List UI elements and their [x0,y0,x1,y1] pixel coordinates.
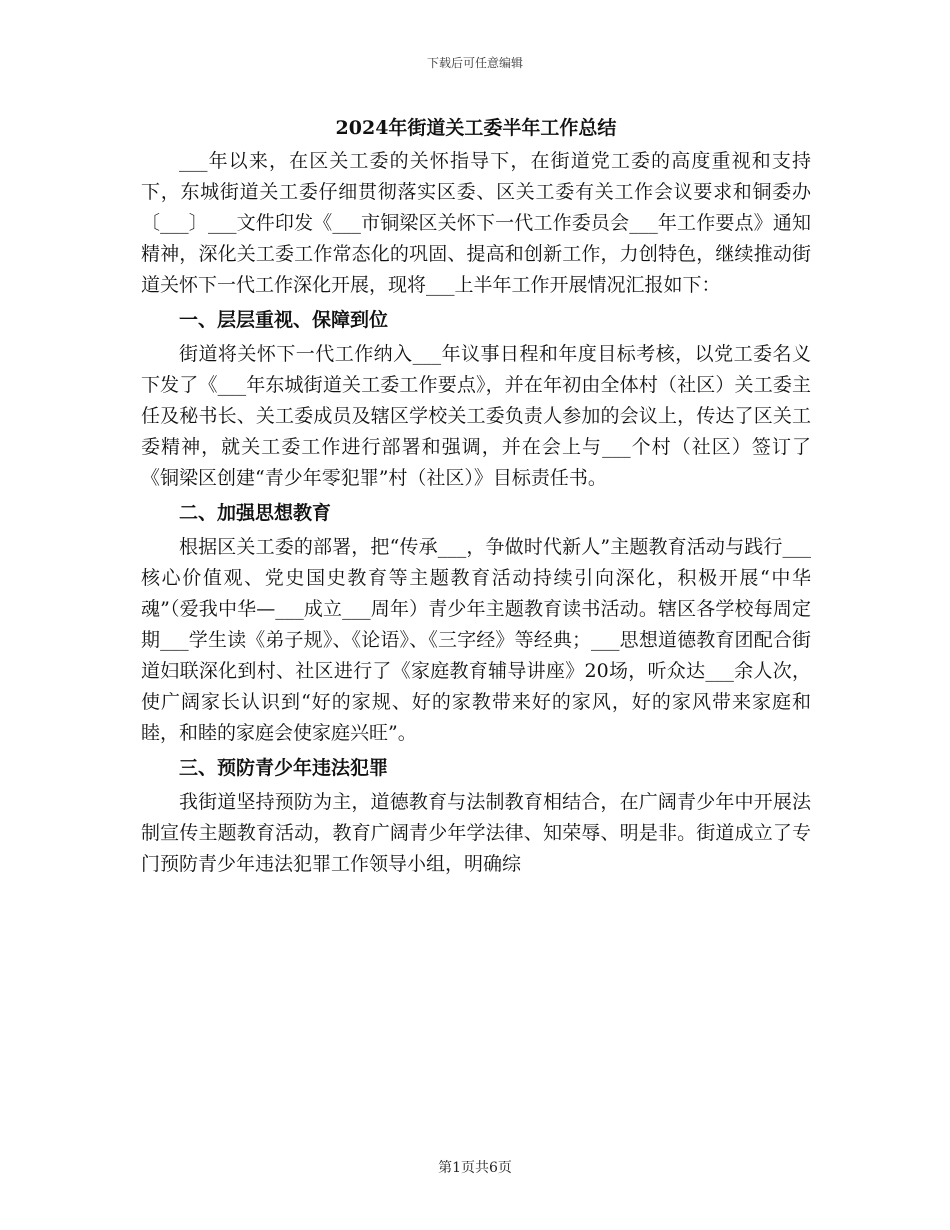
section-body-2: 根据区关工委的部署，把“传承___，争做时代新人”主题教育活动与践行___核心价值观、党史国史教育等主题教育活动持续引向深化，积极开展“中华魂”（爱我中华—___成立___周年）青少年主题教育读书活动。辖区各学校每周定期___学生读《弟子规》、《论语》、《三字经》等经典；___思想道德教育团配合街道妇联深化到村、社区进行了《家庭教育辅导讲座》20场，听众达___余人次，使广阔家长认识到“好的家规、好的家教带来好的家风，好的家风带来家庭和睦，和睦的家庭会使家庭兴旺”。 [141,536,811,744]
section-heading-2: 二、加强思想教育 [179,502,332,524]
section-heading-1: 一、层层重视、保障到位 [179,309,389,331]
intro-paragraph: ___年以来，在区关工委的关怀指导下，在街道党工委的高度重视和支持下，东城街道关工委仔细贯彻落实区委、区关工委有关工作会议要求和铜委办〔___〕___文件印发《___市铜梁区关怀下一代工作委员会___年工作要点》通知精神，深化关工委工作常态化的巩固、提高和创新工作，力创特色，继续推动街道关怀下一代工作深化开展，现将___上半年工作开展情况汇报如下： [141,150,811,296]
document-body [141,112,811,880]
page-number: 第1页共6页 [438,1160,512,1176]
section-body-1: 街道将关怀下一代工作纳入___年议事日程和年度目标考核，以党工委名义下发了《___年东城街道关工委工作要点》，并在年初由全体村（社区）关工委主任及秘书长、关工委成员及辖区学校关工委负责人参加的会议上，传达了区关工委精神，就关工委工作进行部署和强调，并在会上与___个村（社区）签订了《铜梁区创建“青少年零犯罪”村（社区）》目标责任书。 [141,343,811,489]
section-heading-3: 三、预防青少年违法犯罪 [179,757,389,779]
document-title: 2024年街道关工委半年工作总结 [335,117,617,139]
header-note: 下载后可任意编辑 [426,56,523,70]
section-body-3: 我街道坚持预防为主，道德教育与法制教育相结合，在广阔青少年中开展法制宣传主题教育活动，教育广阔青少年学法律、知荣辱、明是非。街道成立了专门预防青少年违法犯罪工作领导小组，明确综 [141,791,811,875]
